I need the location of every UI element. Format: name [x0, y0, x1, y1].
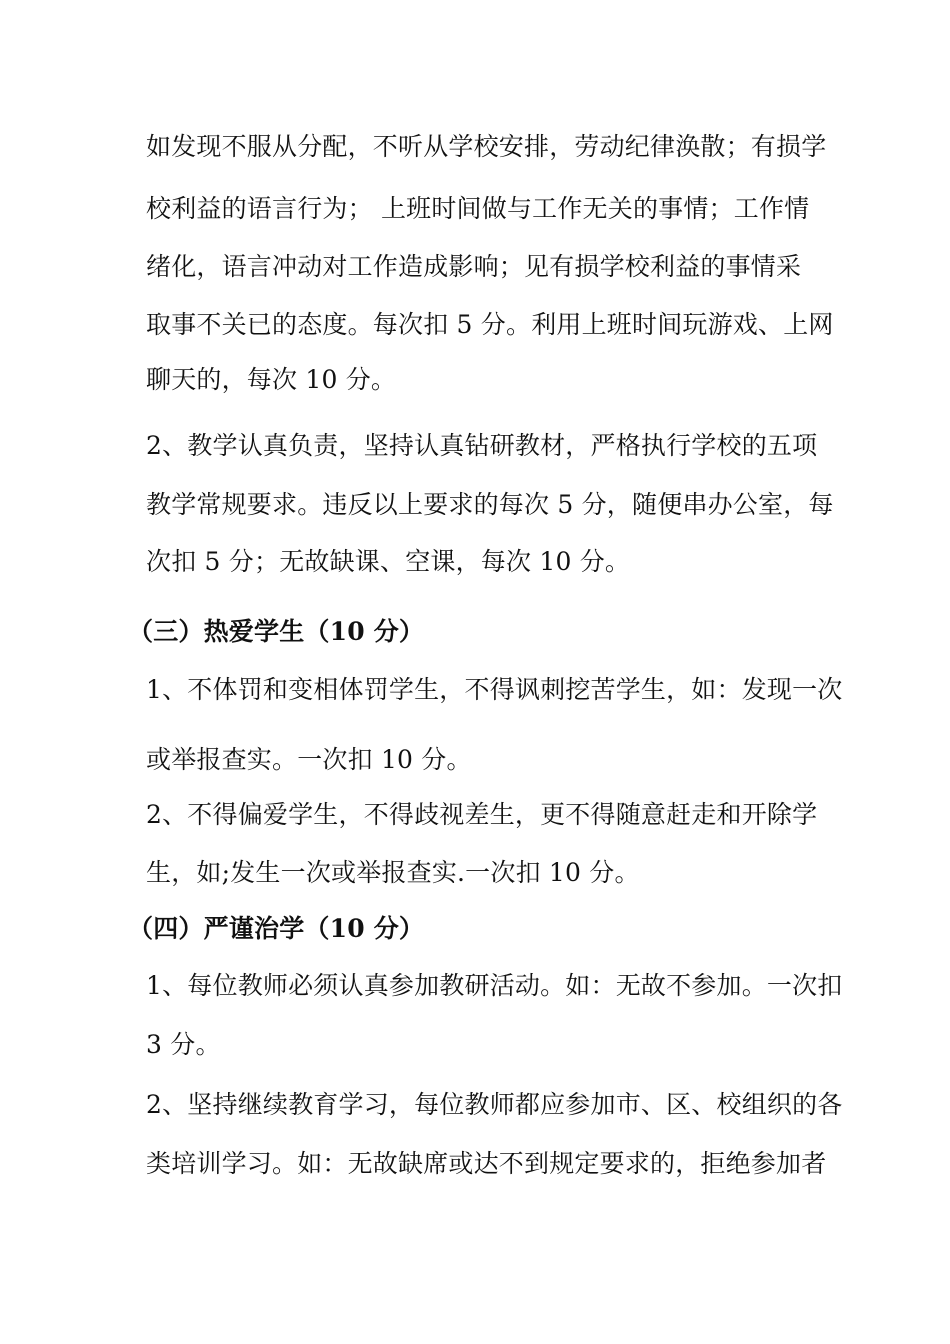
- paragraph-line: 生，如;发生一次或举报查实.一次扣 10 分。: [146, 858, 640, 887]
- paragraph-line: 2、坚持继续教育学习，每位教师都应参加市、区、校组织的各: [146, 1090, 843, 1119]
- paragraph-line: 3 分。: [146, 1030, 221, 1059]
- paragraph-line: 次扣 5 分；无故缺课、空课，每次 10 分。: [146, 547, 631, 576]
- paragraph-line: 绪化，语言冲动对工作造成影响；见有损学校利益的事情采: [146, 252, 802, 281]
- paragraph-line: 或举报查实。一次扣 10 分。: [146, 745, 472, 774]
- paragraph-line: 2、教学认真负责，坚持认真钻研教材，严格执行学校的五项: [146, 431, 818, 460]
- paragraph-line: 如发现不服从分配，不听从学校安排，劳动纪律涣散；有损学: [146, 132, 827, 161]
- paragraph-line: 教学常规要求。违反以上要求的每次 5 分，随便串办公室，每: [146, 490, 834, 519]
- paragraph-line: 类培训学习。如：无故缺席或达不到规定要求的，拒绝参加者: [146, 1149, 827, 1178]
- section-heading: （四）严谨治学（10 分）: [128, 914, 425, 943]
- paragraph-line: 校利益的语言行为； 上班时间做与工作无关的事情；工作情: [146, 194, 810, 223]
- section-heading: （三）热爱学生（10 分）: [128, 617, 425, 646]
- paragraph-line: 取事不关已的态度。每次扣 5 分。利用上班时间玩游戏、上网: [146, 310, 834, 339]
- paragraph-line: 1、不体罚和变相体罚学生，不得讽刺挖苦学生，如：发现一次: [146, 675, 843, 704]
- paragraph-line: 1、每位教师必须认真参加教研活动。如：无故不参加。一次扣: [146, 971, 843, 1000]
- paragraph-line: 聊天的，每次 10 分。: [146, 365, 397, 394]
- paragraph-line: 2、不得偏爱学生，不得歧视差生，更不得随意赶走和开除学: [146, 800, 818, 829]
